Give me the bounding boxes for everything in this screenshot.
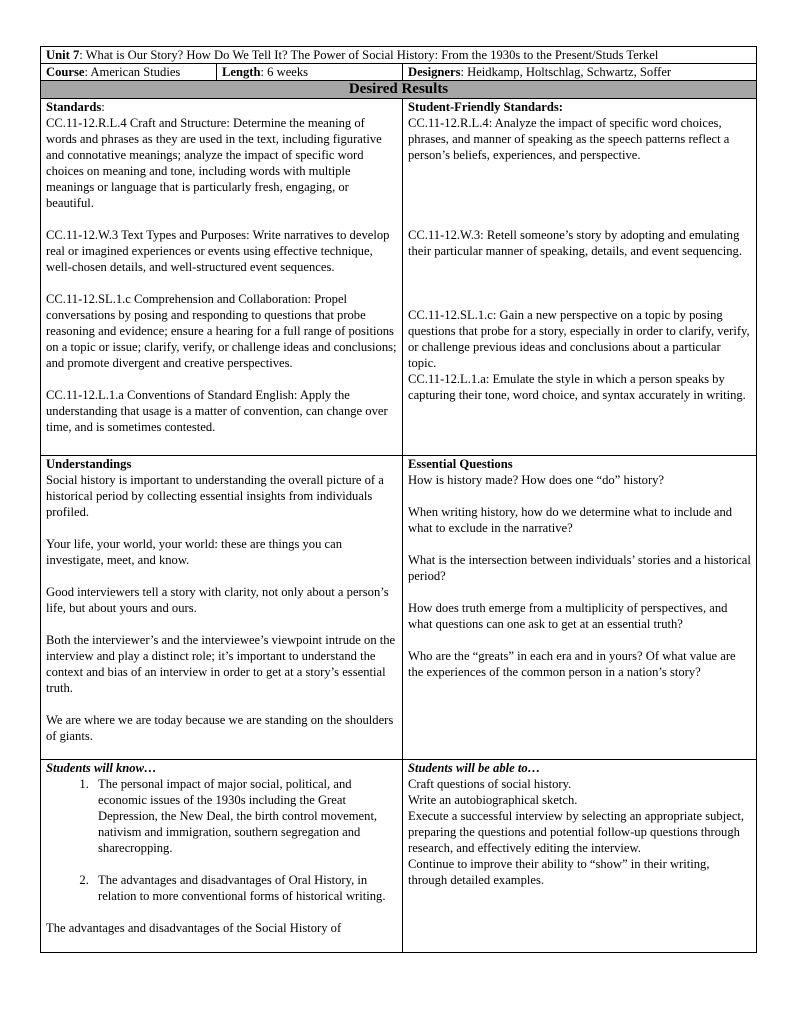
unit-title-cell [41, 47, 757, 64]
student-friendly-item: CC.11-12.W.3: Retell someone’s story by adopting and emulating their particular manner of speaking, details, and event sequencing. [408, 228, 742, 258]
understanding-item: Social history is important to understanding the overall picture of a historical period by collecting essential insights from individuals profiled. [46, 473, 384, 519]
essential-question-item: How is history made? How does one “do” history? [408, 473, 665, 487]
essential-question-item: What is the intersection between individuals’ stories and a historical period? [408, 553, 751, 583]
essential-question-item: When writing history, how do we determine what to include and what to exclude in the narrative? [408, 505, 733, 535]
unit-title: : What is Our Story? How Do We Tell It? The Power of Social History: From the 1930s to the Present/Studs Terkel [79, 48, 659, 62]
desired-results-header: Desired Results [41, 81, 757, 99]
skill-item: Continue to improve their ability to “show” in their writing, through detailed examples. [408, 857, 710, 887]
standards-cell [41, 99, 403, 456]
students-able-to-cell [403, 760, 757, 953]
essential-question-item: Who are the “greats” in each era and in yours? Of what value are the experiences of the common person in a nation’s story? [408, 649, 736, 679]
course-info-row [41, 64, 757, 81]
knowledge-item: 1. The personal impact of major social, political, and economic issues of the 1930s including the Great Depression, the New Deal, the birth control movement, nativism and immigration, southern segregation and sharecropping. [92, 776, 397, 856]
knowledge-skills-row [41, 760, 757, 953]
student-friendly-item: CC.11-12.R.L.4: Analyze the impact of specific word choices, phrases, and manner of speaking as the speech patterns reflect a person’s beliefs, experiences, and perspective. [408, 116, 730, 162]
understanding-item: We are where we are today because we are standing on the shoulders of giants. [46, 713, 394, 743]
student-friendly-heading: Student-Friendly Standards: [408, 100, 563, 114]
designers-cell [403, 64, 757, 81]
understanding-item: Good interviewers tell a story with clarity, not only about a person’s life, but about yours and ours. [46, 585, 389, 615]
course-label: Course [46, 65, 85, 79]
skill-item: Write an autobiographical sketch. [408, 793, 578, 807]
understandings-heading: Understandings [46, 457, 132, 471]
skill-item: Execute a successful interview by selecting an appropriate subject, preparing the questions and potential follow-up questions through research, and effectively editing the interview. [408, 809, 745, 855]
unit-label: Unit 7 [46, 48, 80, 62]
students-able-to-heading: Students will be able to… [408, 761, 541, 775]
standards-heading: Standards [46, 100, 102, 114]
designers-label: Designers [408, 65, 461, 79]
unit-title-row [41, 47, 757, 64]
standards-row [41, 99, 757, 456]
student-friendly-item: CC.11-12.L.1.a: Emulate the style in which a person speaks by capturing their tone, word choice, and syntax accurately in writing. [408, 372, 746, 402]
standard-item: CC.11-12.SL.1.c Comprehension and Collaboration: Propel conversations by posing and responding to questions that probe reasoning and evidence; ensure a hearing for a full range of positions on a topic or issue; clarify, verify, or challenge ideas and conclusions; and promote divergent and creative perspectives. [46, 292, 397, 370]
essential-question-item: How does truth emerge from a multiplicity of perspectives, and what questions can one ask to get at an essential truth? [408, 601, 728, 631]
understanding-item: Both the interviewer’s and the interviewee’s viewpoint intrude on the interview and play a distinct role; it’s important to understand the context and bias of an interview in order to get at a story’s essential truth. [46, 633, 396, 695]
standard-item: CC.11-12.R.L.4 Craft and Structure: Determine the meaning of words and phrases as they are used in the text, including figurative and connotative meanings; analyze the impact of specific word choices on meaning and tone, including words with multiple meanings or language that is particularly fresh, engaging, or beautiful. [46, 116, 382, 210]
length-label: Length [222, 65, 261, 79]
length-value: : 6 weeks [260, 65, 309, 79]
length-cell [217, 64, 403, 81]
understandings-row [41, 456, 757, 760]
knowledge-trailing-text: The advantages and disadvantages of the Social History of [46, 921, 342, 935]
course-value: : American Studies [84, 65, 181, 79]
students-will-know-cell [41, 760, 403, 953]
student-friendly-item: CC.11-12.SL.1.c: Gain a new perspective on a topic by posing questions that probe for a story, especially in order to clarify, verify, or challenge previous ideas and conclusions about a particular topic. [408, 308, 750, 370]
standard-item: CC.11-12.W.3 Text Types and Purposes: Write narratives to develop real or imagined experiences or events using effective technique, well-chosen details, and well-structured event sequences. [46, 228, 390, 274]
student-friendly-cell [403, 99, 757, 456]
course-cell [41, 64, 217, 81]
understandings-cell [41, 456, 403, 760]
essential-questions-heading: Essential Questions [408, 457, 513, 471]
standard-item: CC.11-12.L.1.a Conventions of Standard English: Apply the understanding that usage is a matter of convention, can change over time, and is sometimes contested. [46, 388, 388, 434]
designers-value: : Heidkamp, Holtschlag, Schwartz, Soffer [460, 65, 672, 79]
unit-plan-table [40, 46, 757, 953]
essential-questions-cell [403, 456, 757, 760]
understanding-item: Your life, your world, your world: these are things you can investigate, meet, and know. [46, 537, 343, 567]
skill-item: Craft questions of social history. [408, 777, 572, 791]
standards-heading-colon: : [101, 100, 105, 114]
section-header-row [41, 81, 757, 99]
knowledge-list [46, 776, 397, 904]
knowledge-item: 2. The advantages and disadvantages of Oral History, in relation to more conventional forms of historical writing. [92, 872, 397, 904]
students-will-know-heading: Students will know… [46, 761, 157, 775]
